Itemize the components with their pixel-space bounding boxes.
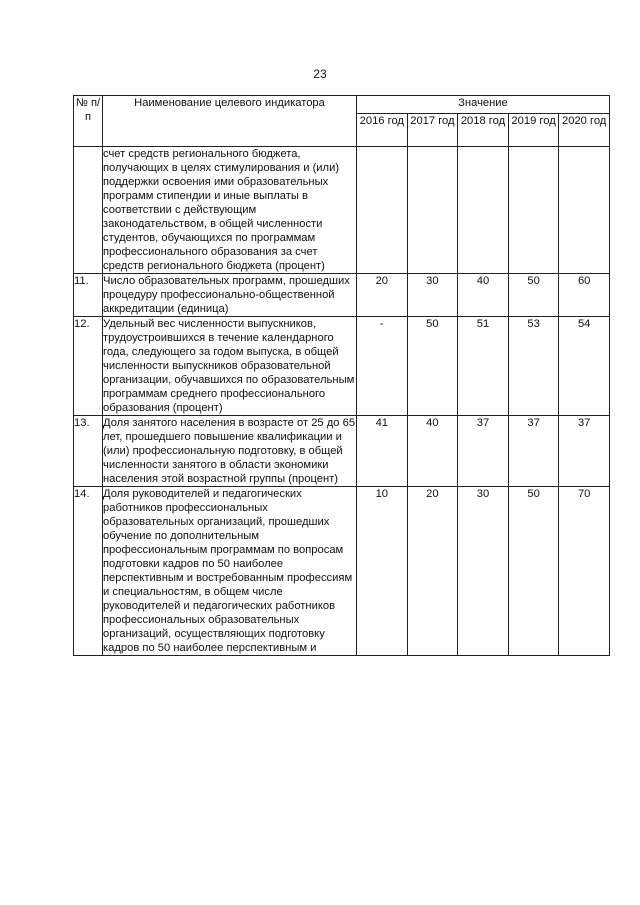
- row-value-2017: 30: [407, 274, 458, 317]
- table-row: [74, 487, 610, 656]
- header-year-2020: 2020 год: [559, 114, 610, 147]
- row-value-2018: [458, 147, 509, 274]
- row-value-2016: 10: [357, 487, 408, 656]
- header-year-2017: 2017 год: [407, 114, 458, 147]
- page-number: 23: [313, 67, 327, 81]
- row-value-2020: [559, 147, 610, 274]
- table-row: [74, 317, 610, 416]
- row-value-2019: 37: [508, 416, 559, 487]
- row-indicator-name: счет средств регионального бюджета, получающих в целях стимулирования и (или) поддержки освоения ими образовательных программ стипендии и иные выплаты в соответствии с действующим законодательством, в общей численности студентов, обучающихся по программам профессионального образования за счет средств регионального бюджета (процент): [103, 147, 357, 274]
- row-value-2019: 50: [508, 274, 559, 317]
- row-value-2017: [407, 147, 458, 274]
- row-indicator-name: Удельный вес численности выпускников, трудоустроившихся в течение календарного года, следующего за годом выпуска, в общей численности выпускников образовательной организации, обучавшихся по образовательным программам среднего профессионального образования (процент): [103, 317, 357, 416]
- table-header-row: [74, 96, 610, 114]
- row-value-2019: 50: [508, 487, 559, 656]
- row-number: 11.: [74, 274, 103, 317]
- row-value-2016: 41: [357, 416, 408, 487]
- row-value-2018: 40: [458, 274, 509, 317]
- header-year-2019: 2019 год: [508, 114, 559, 147]
- row-value-2018: 30: [458, 487, 509, 656]
- indicators-table: [73, 95, 610, 656]
- row-value-2016: -: [357, 317, 408, 416]
- header-value-group: Значение: [357, 96, 610, 114]
- row-value-2019: 53: [508, 317, 559, 416]
- row-value-2019: [508, 147, 559, 274]
- row-value-2020: 60: [559, 274, 610, 317]
- header-number-column: № п/п: [74, 96, 103, 147]
- header-indicator-name-column: Наименование целевого индикатора: [103, 96, 357, 147]
- header-year-2016: 2016 год: [357, 114, 408, 147]
- row-indicator-name: Доля занятого населения в возрасте от 25 до 65 лет, прошедшего повышение квалификации и (или) профессиональную подготовку, в общей численности занятого в области экономики населения этой возрастной группы (процент): [103, 417, 356, 485]
- row-number: 14.: [74, 487, 103, 656]
- row-number: [74, 147, 103, 274]
- row-value-2017: 50: [407, 317, 458, 416]
- row-value-2020: 54: [559, 317, 610, 416]
- row-value-2020: 70: [559, 487, 610, 656]
- row-value-2018: 37: [458, 416, 509, 487]
- row-number: 13.: [74, 416, 103, 487]
- header-year-2018: 2018 год: [458, 114, 509, 147]
- row-indicator-name: Доля руководителей и педагогических работников профессиональных образовательных организаций, прошедших обучение по дополнительным профессиональным программам по вопросам подготовки кадров по 50 наиболее перспективным и востребованным профессиям и специальностям, в общем числе руководителей и педагогических работников профессиональных образовательных организаций, осуществляющих подготовку кадров по 50 наиболее перспективным и: [103, 487, 357, 656]
- row-value-2017: 20: [407, 487, 458, 656]
- table-row: [74, 416, 610, 487]
- row-value-2018: 51: [458, 317, 509, 416]
- table-row: [74, 147, 610, 274]
- row-value-2020: 37: [559, 416, 610, 487]
- row-value-2016: 20: [357, 274, 408, 317]
- row-number: 12.: [74, 317, 103, 416]
- table-row: [74, 274, 610, 317]
- row-value-2016: [357, 147, 408, 274]
- row-indicator-name: Число образовательных программ, прошедших процедуру профессионально-общественной аккредитации (единица): [103, 274, 357, 317]
- row-value-2017: 40: [407, 416, 458, 487]
